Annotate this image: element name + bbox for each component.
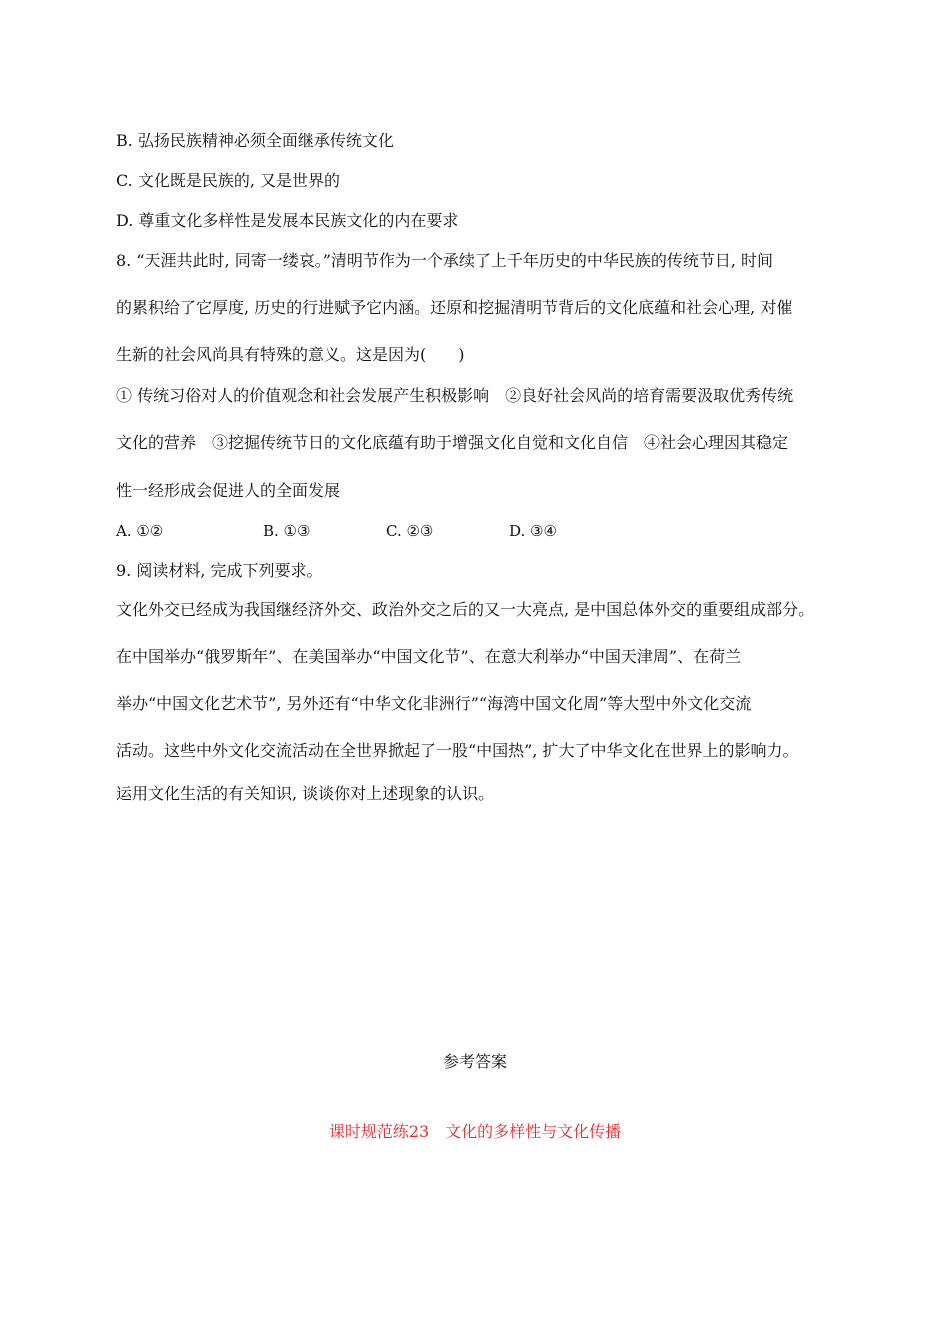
q8-statements-line-2: 文化的营养 ③挖掘传统节日的文化底蕴有助于增强文化自觉和文化自信 ④社会心理因其稳定 — [116, 433, 789, 452]
q8-option-d: D. ③④ — [509, 522, 557, 540]
answers-heading: 参考答案 — [442, 1052, 507, 1071]
q8-stem-line-2: 的累积给了它厚度, 历史的行进赋予它内涵。还原和挖掘清明节背后的文化底蕴和社会心理, 对催 — [116, 298, 793, 317]
q9-question: 运用文化生活的有关知识, 谈谈你对上述现象的认识。 — [116, 784, 495, 803]
q8-option-b: B. ①③ — [263, 522, 311, 540]
q9-prompt: 9. 阅读材料, 完成下列要求。 — [116, 561, 323, 580]
q7-option-b: B. 弘扬民族精神必须全面继承传统文化 — [116, 131, 394, 150]
q8-statements-line-1: ① 传统习俗对人的价值观念和社会发展产生积极影响 ②良好社会风尚的培育需要汲取优秀传统 — [116, 386, 794, 405]
q8-stem-line-1: 8. “天涯共此时, 同寄一缕哀。”清明节作为一个承续了上千年历史的中华民族的传统节日, 时间 — [116, 251, 774, 270]
q9-material-line-3: 举办“中国文化艺术节”, 另外还有“中华文化非洲行”“海湾中国文化周”等大型中外文化交流 — [116, 694, 752, 713]
q8-option-a: A. ①② — [116, 522, 164, 540]
q8-option-c: C. ②③ — [386, 522, 434, 540]
q7-option-c: C. 文化既是民族的, 又是世界的 — [116, 171, 341, 190]
q8-stem-line-3: 生新的社会风尚具有特殊的意义。这是因为( ) — [116, 345, 465, 364]
q9-material-line-2: 在中国举办“俄罗斯年”、在美国举办“中国文化节”、在意大利举办“中国天津周”、在荷兰 — [116, 647, 742, 666]
q9-material-line-1: 文化外交已经成为我国继经济外交、政治外交之后的又一大亮点, 是中国总体外交的重要组成部分。 — [116, 600, 815, 619]
q7-option-d: D. 尊重文化多样性是发展本民族文化的内在要求 — [116, 211, 459, 230]
section-title: 课时规范练23 文化的多样性与文化传播 — [328, 1122, 622, 1141]
q9-material-line-4: 活动。这些中外文化交流活动在全世界掀起了一股“中国热”, 扩大了中华文化在世界上的影响力。 — [116, 741, 799, 760]
q8-statements-line-3: 性一经形成会促进人的全面发展 — [116, 481, 341, 500]
